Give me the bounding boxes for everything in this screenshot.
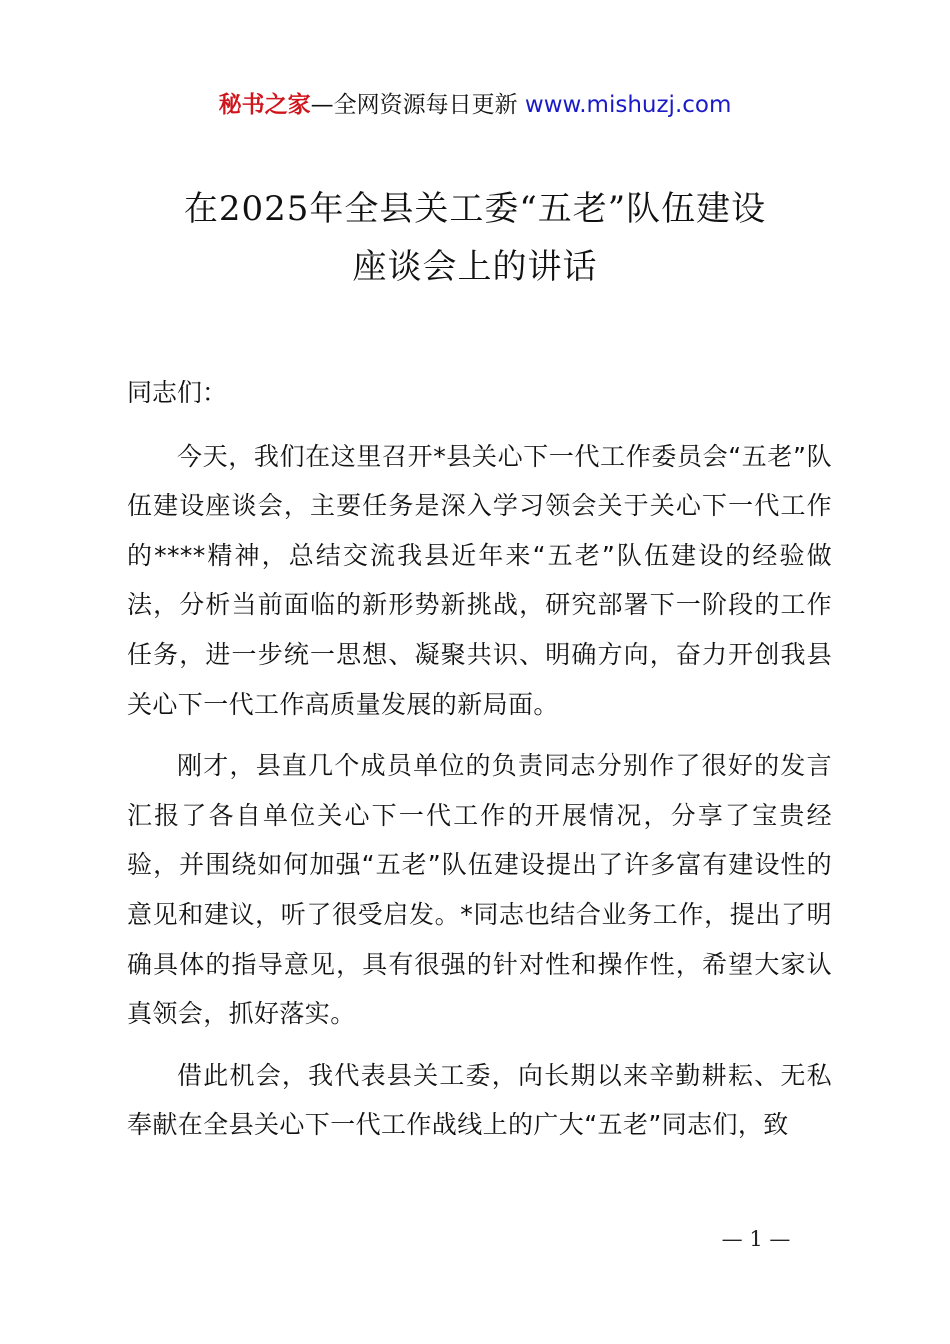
page-number: — 1 —	[721, 1227, 791, 1251]
title-line-1: 在2025年全县关工委“五老”队伍建设	[183, 189, 767, 229]
title-line-2: 座谈会上的讲话	[352, 247, 598, 287]
document-title	[0, 180, 950, 296]
brand-name: 秘书之家	[218, 92, 311, 118]
document-body	[127, 368, 832, 1162]
salutation: 同志们：	[127, 378, 228, 407]
paragraph-1: 今天，我们在这里召开*县关心下一代工作委员会“五老”队伍建设座谈会，主要任务是深入学习领会关于关心下一代工作的****精神，总结交流我县近年来“五老”队伍建设的经验做法，分析当前面临的新形势新挑战，研究部署下一阶段的工作任务，进一步统一思想、凝聚共识、明确方向，奋力开创我县关心下一代工作高质量发展的新局面。	[127, 441, 832, 719]
paragraph-3: 借此机会，我代表县关工委，向长期以来辛勤耕耘、无私奉献在全县关心下一代工作战线上的广大“五老”同志们，致	[127, 1060, 832, 1140]
paragraph-2: 刚才，县直几个成员单位的负责同志分别作了很好的发言汇报了各自单位关心下一代工作的开展情况，分享了宝贵经验，并围绕如何加强“五老”队伍建设提出了许多富有建设性的意见和建议，听了很受启发。*同志也结合业务工作，提出了明确具体的指导意见，具有很强的针对性和操作性，希望大家认真领会，抓好落实。	[127, 751, 832, 1029]
header-tagline: —全网资源每日更新	[310, 92, 525, 118]
site-url: www.mishuzj.com	[524, 92, 732, 118]
watermark-header	[0, 88, 950, 122]
